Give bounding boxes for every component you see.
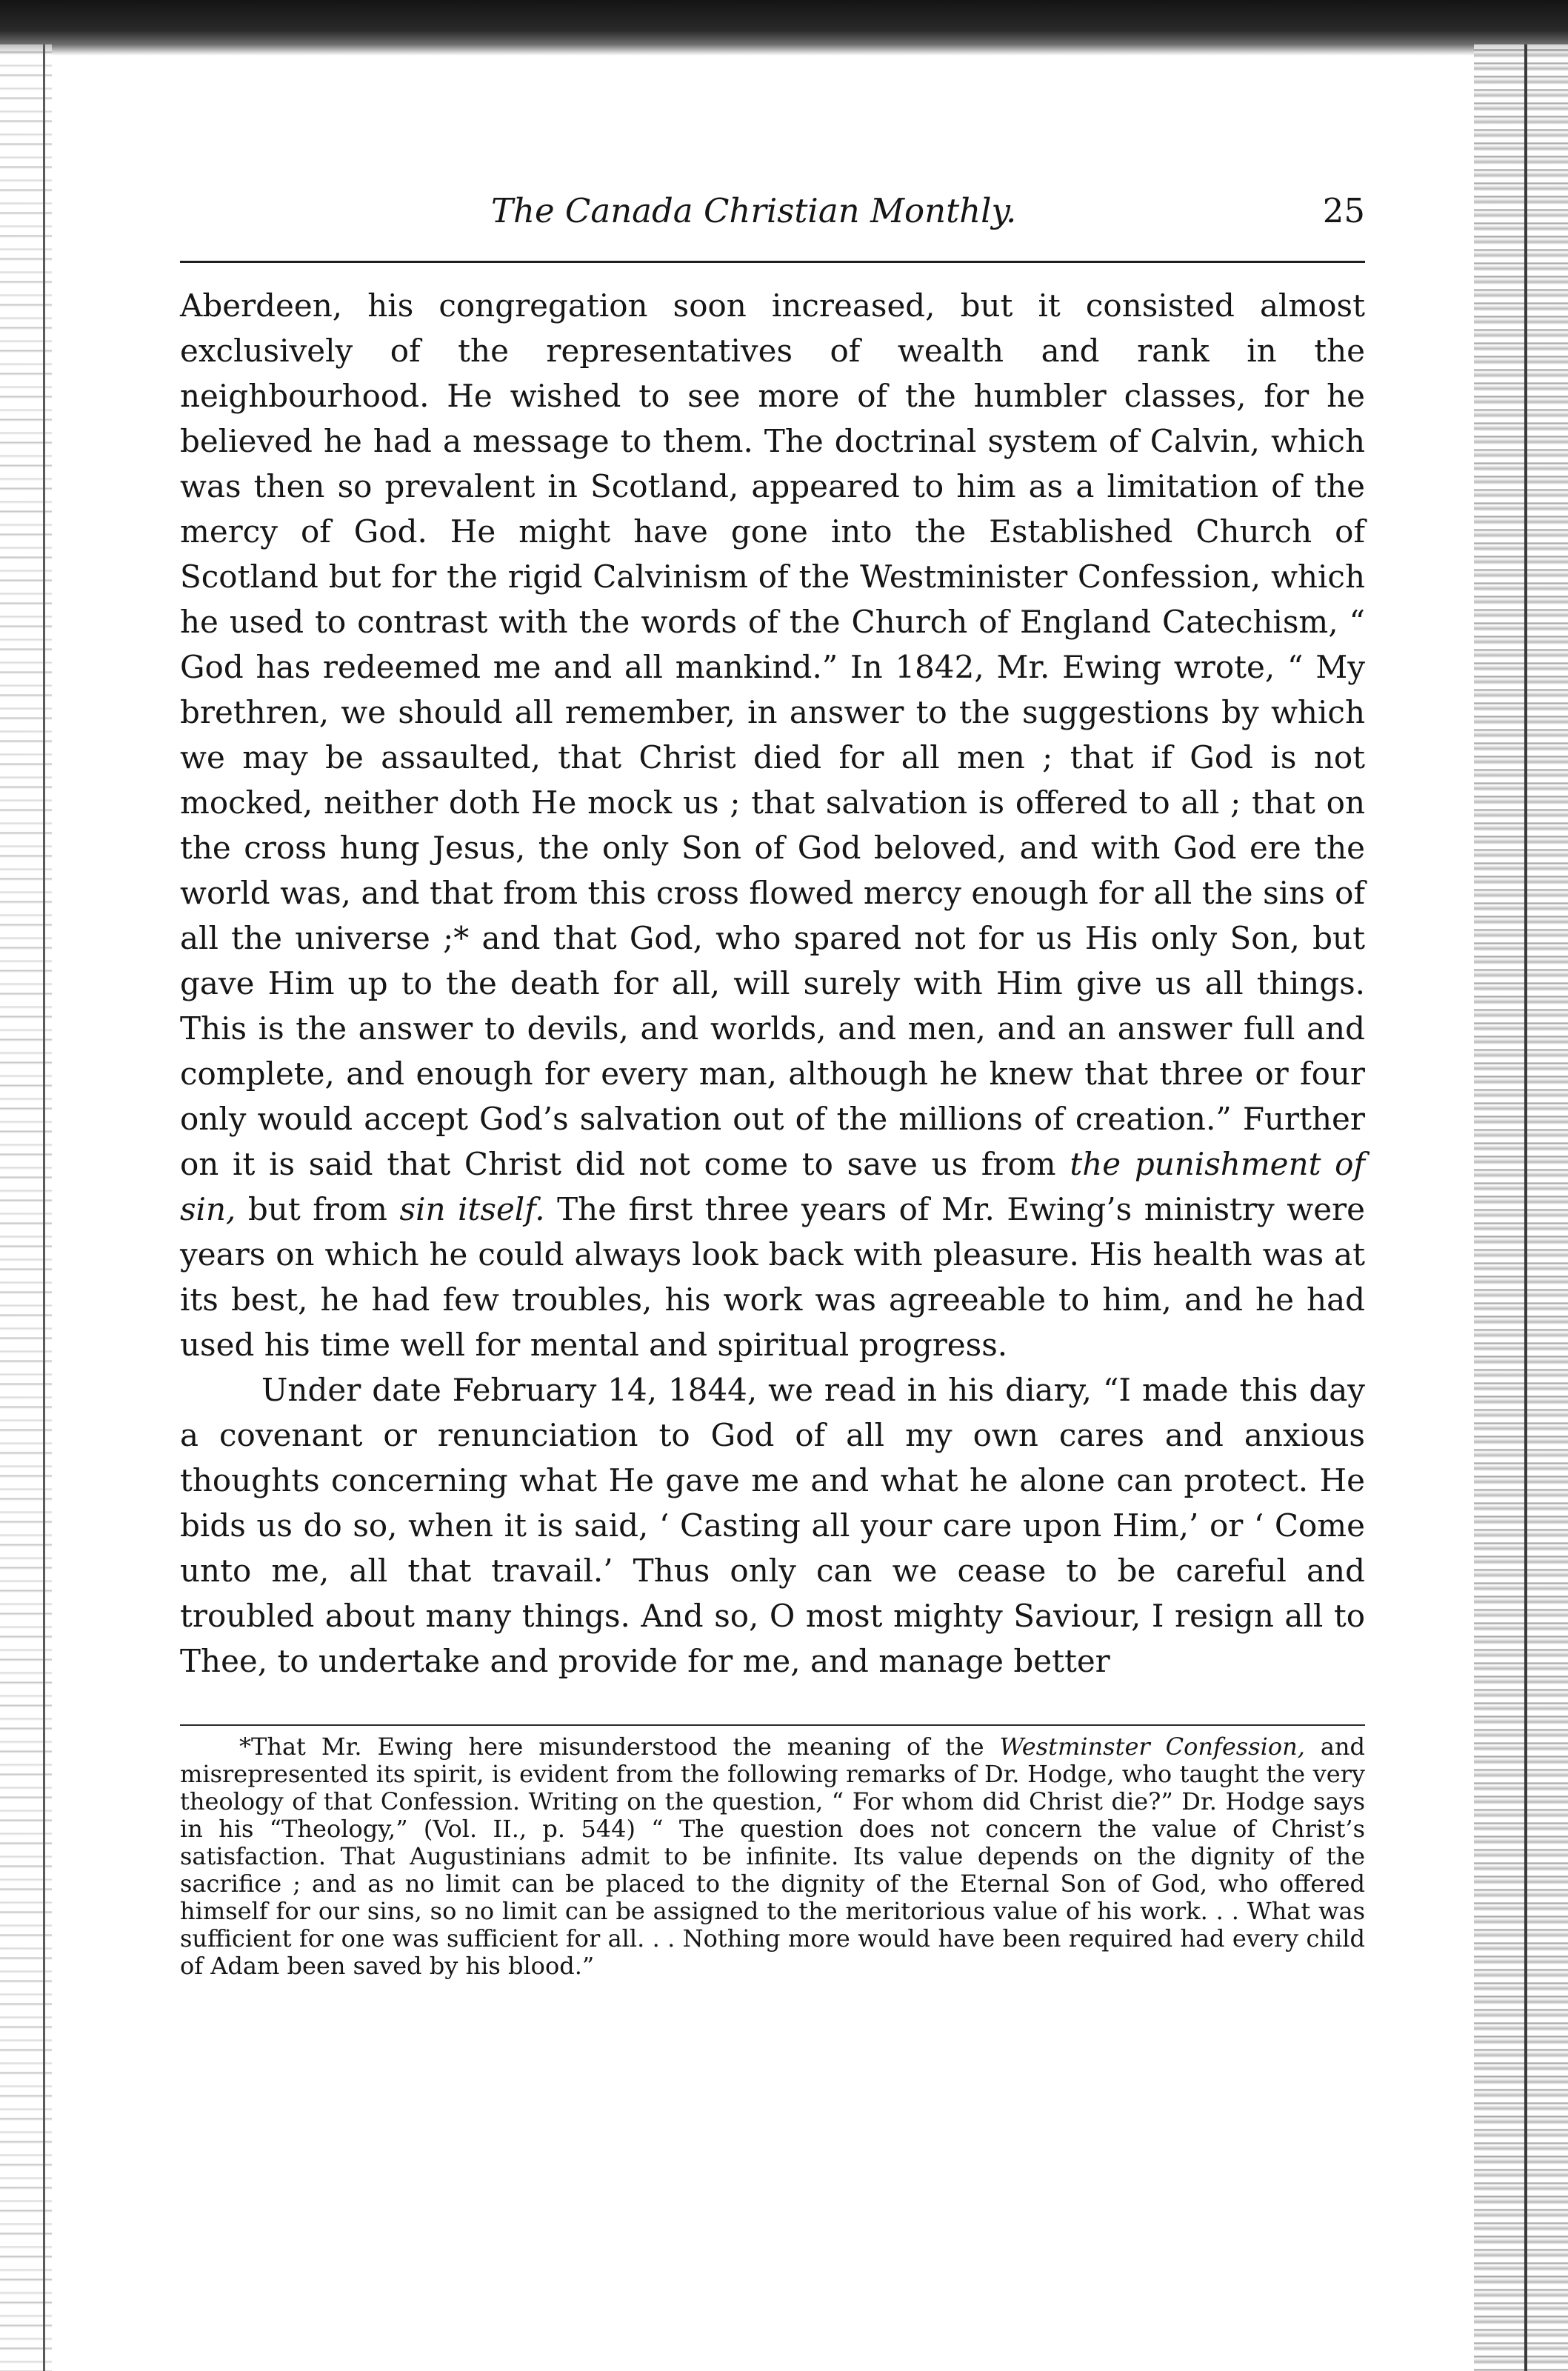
paragraph-1-text-b: but from (236, 1191, 400, 1227)
article-body (180, 283, 1365, 1684)
scan-left-edge-line (43, 44, 45, 2371)
scan-right-edge-line (1524, 44, 1527, 2371)
paragraph-1-text-a: Aberdeen, his congregation soon increased, but it consisted almost exclusively of the representatives of wealth and rank in the neighbourhood. He wished to see more of the humbler classes, for he believed he had a message to them. The doctrinal system of Calvin, which was then so prevalent in Scotland, appeared to him as a limitation of the mercy of God. He might have gone into the Established Church of Scotland but for the rigid Calvinism of the Westminister Confession, which he used to contrast with the words of the Church of England Catechism, “ God has redeemed me and all mankind.” In 1842, Mr. Ewing wrote, “ My brethren, we should all remember, in answer to the suggestions by which we may be assaulted, that Christ died for all men ; that if God is not mocked, neither doth He mock us ; that salvation is offered to all ; that on the cross hung Jesus, the only Son of God beloved, and with God ere the world was, and that from this cross flowed mercy enough for all the sins of all the universe ;* and that God, who spared not for us His only Son, but gave Him up to the death for all, will surely with Him give us all things. This is the answer to devils, and worlds, and men, and an answer full and complete, and enough for every man, although he knew that three or four only would accept God’s salvation out of the millions of creation.” Further on it is said that Christ did not come to save us from (180, 287, 1365, 1182)
paragraph-1-emphasis-sin-itself: sin itself. (399, 1191, 545, 1227)
paragraph-1-emphasis-punishment: the punishment of sin, (180, 1146, 1365, 1227)
running-head (180, 189, 1365, 241)
paragraph-1 (180, 283, 1365, 1367)
scan-top-edge (0, 0, 1568, 56)
footnote-text-a: *That Mr. Ewing here misunderstood the meaning of the (239, 1733, 1000, 1761)
page-number: 25 (1322, 191, 1365, 230)
footnote-text-b: and misrepresented its spirit, is evident from the following remarks of Dr. Hodge, who taught the very theology of that Confession. Writing on the question, “ For whom did Christ die?” Dr. Hodge says in his “Theology,” (Vol. II., p. 544) “ The question does not concern the value of Christ’s satisfaction. That Augustinians admit to be infinite. Its value depends on the dignity of the sacrifice ; and as no limit can be placed to the dignity of the Eternal Son of God, who offered himself for our sins, so no limit can be assigned to the meritorious value of his work. . . What was sufficient for one was sufficient for all. . . Nothing more would have been required had every child of Adam been saved by his blood.” (180, 1733, 1366, 1980)
paragraph-2: Under date February 14, 1844, we read in his diary, “I made this day a covenant or renunciation to God of all my own cares and anxious thoughts concerning what He gave me and what he alone can protect. He bids us do so, when it is said, ‘ Casting all your care upon Him,’ or ‘ Come unto me, all that travail.’ Thus only can we cease to be careful and troubled about many things. And so, O most mighty Saviour, I resign all to Thee, to undertake and provide for me, and manage better (180, 1372, 1365, 1679)
paragraph-1-text-c: The first three years of Mr. Ewing’s ministry were years on which he could always look back with pleasure. His health was at its best, he had few troubles, his work was agreeable to him, and he had used his time well for mental and spiritual progress. (180, 1191, 1365, 1363)
footnote (180, 1733, 1365, 1980)
header-rule (180, 261, 1365, 263)
footnote-emphasis-westminster: Westminster Confession, (999, 1733, 1305, 1761)
footnote-rule (180, 1724, 1365, 1726)
journal-title: The Canada Christian Monthly. (491, 191, 1017, 230)
scan-right-binding (1474, 44, 1568, 2371)
